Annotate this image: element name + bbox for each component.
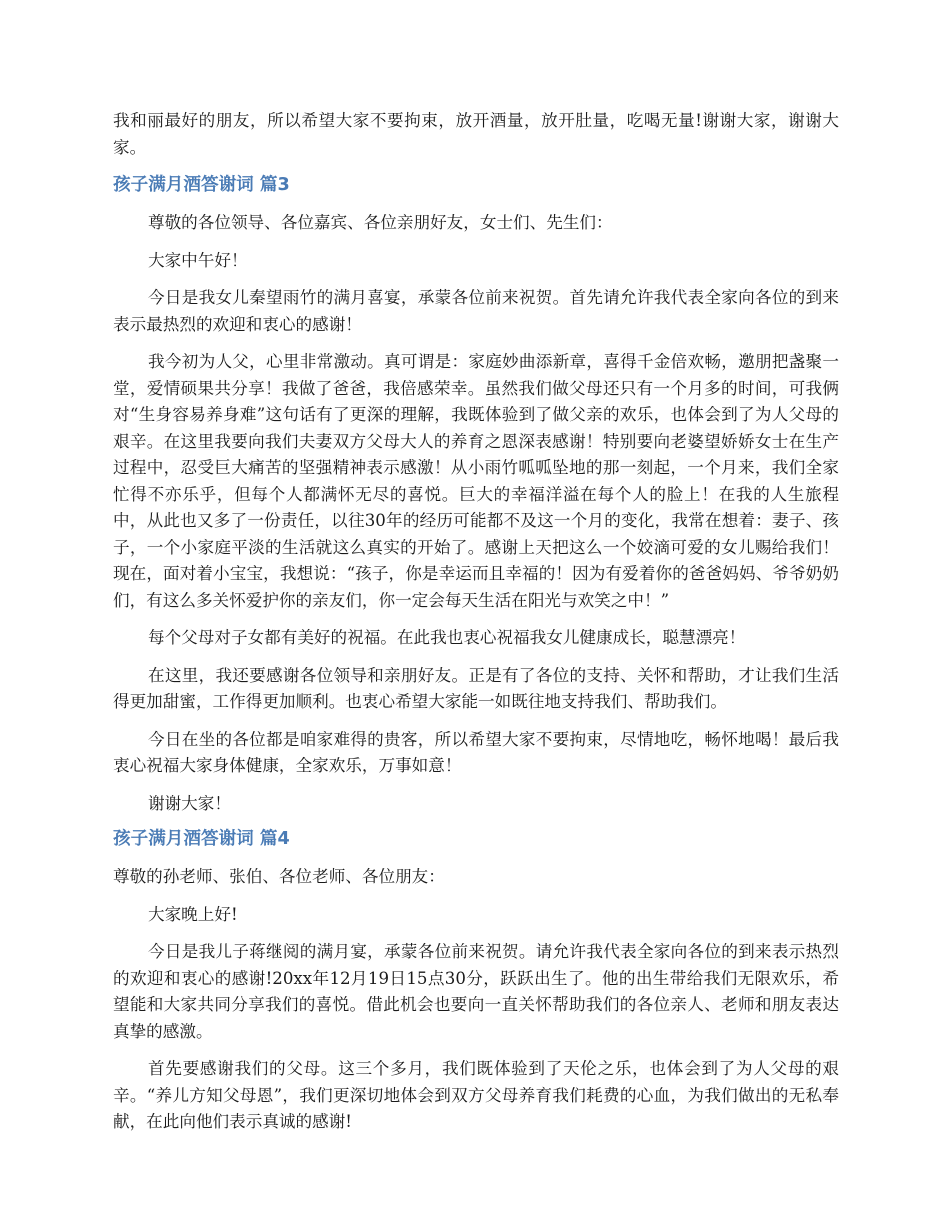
section-3-paragraph: 大家中午好！ xyxy=(148,250,248,270)
section-3-paragraph: 今日在坐的各位都是咱家难得的贵客，所以希望大家不要拘束，尽情地吃，畅怀地喝！最后我衷心祝福大家身体健康，全家欢乐，万事如意！ xyxy=(113,729,839,775)
section-3-paragraph: 在这里，我还要感谢各位领导和亲朋好友。正是有了各位的支持、关怀和帮助，才让我们生活得更加甜蜜，工作得更加顺利。也衷心希望大家能一如既往地支持我们、帮助我们。 xyxy=(113,665,839,711)
intro-paragraph: 我和丽最好的朋友，所以希望大家不要拘束，放开酒量，放开肚量，吃喝无量!谢谢大家，谢谢大家。 xyxy=(113,111,839,157)
section-3-paragraph: 每个父母对子女都有美好的祝福。在此我也衷心祝福我女儿健康成长，聪慧漂亮！ xyxy=(148,628,746,647)
section-3-paragraph: 尊敬的各位领导、各位嘉宾、各位亲朋好友，女士们、先生们： xyxy=(148,213,613,232)
section-4-paragraph: 大家晚上好! xyxy=(148,904,238,924)
section-4-salutation: 尊敬的孙老师、张伯、各位老师、各位朋友： xyxy=(113,867,445,886)
section-4-paragraph: 首先要感谢我们的父母。这三个多月，我们既体验到了天伦之乐，也体会到了为人父母的艰辛。“养儿方知父母恩”，我们更深切地体会到双方父母养育我们耗费的心血，为我们做出的无私奉献，在此向他们表示真诚的感谢! xyxy=(113,1059,839,1131)
section-4-paragraph: 今日是我儿子蒋继阅的满月宴，承蒙各位前来祝贺。请允许我代表全家向各位的到来表示热烈的欢迎和衷心的感谢!20xx年12月19日15点30分，跃跃出生了。他的出生带给我们无限欢乐，希望能和大家共同分享我们的喜悦。借此机会也要向一直关怀帮助我们的各位亲人、老师和朋友表达真挚的感激。 xyxy=(113,942,839,1041)
section-3-paragraph: 我今初为人父，心里非常激动。真可谓是：家庭妙曲添新章，喜得千金倍欢畅，邀朋把盏聚一堂，爱情硕果共分享！我做了爸爸，我倍感荣幸。虽然我们做父母还只有一个月多的时间，可我俩对“生身容易养身难”这句话有了更深的理解，我既体验到了做父亲的欢乐，也体会到了为人父母的艰辛。在这里我要向我们夫妻双方父母大人的养育之恩深表感谢！特别要向老婆望娇娇女士在生产过程中，忍受巨大痛苦的坚强精神表示感激！从小雨竹呱呱坠地的那一刻起，一个月来，我们全家忙得不亦乐乎，但每个人都满怀无尽的喜悦。巨大的幸福洋溢在每个人的脸上！在我的人生旅程中，从此也又多了一份责任，以往30年的经历可能都不及这一个月的变化，我常在想着：妻子、孩子，一个小家庭平淡的生活就这么真实的开始了。感谢上天把这么一个姣滴可爱的女儿赐给我们！现在，面对着小宝宝，我想说：“孩子，你是幸运而且幸福的！因为有爱着你的爸爸妈妈、爷爷奶奶们，有这么多关怀爱护你的亲友们，你一定会每天生活在阳光与欢笑之中！” xyxy=(113,352,839,610)
document-page xyxy=(113,108,839,1147)
section-3-paragraph: 谢谢大家！ xyxy=(148,793,231,813)
section-3-heading: 孩子满月酒答谢词 篇3 xyxy=(113,175,290,195)
section-4-heading: 孩子满月酒答谢词 篇4 xyxy=(113,829,290,849)
section-3-paragraph: 今日是我女儿秦望雨竹的满月喜宴，承蒙各位前来祝贺。首先请允许我代表全家向各位的到来表示最热烈的欢迎和衷心的感谢！ xyxy=(113,288,839,334)
